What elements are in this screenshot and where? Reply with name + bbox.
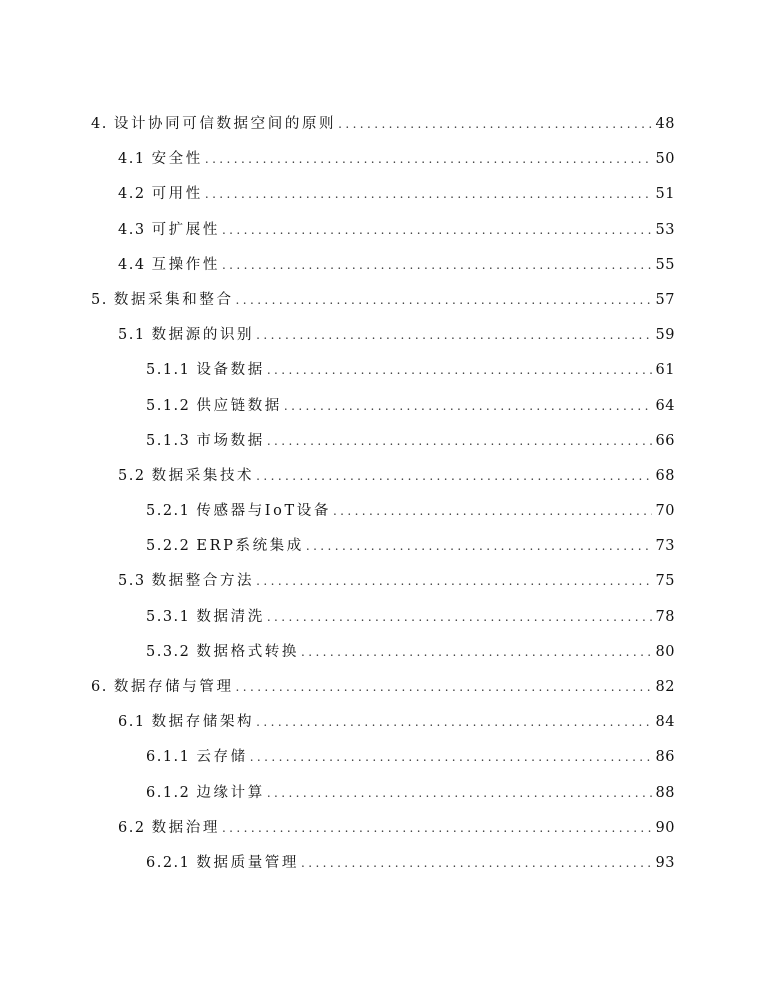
toc-entry[interactable] (0, 740, 765, 775)
toc-dot-leader (301, 635, 652, 670)
toc-dot-leader (236, 283, 652, 318)
toc-entry-title: 互操作性 (151, 256, 220, 273)
toc-dot-leader (256, 705, 652, 740)
toc-entry-page-number: 57 (655, 291, 675, 308)
toc-entry-page-number: 53 (655, 221, 675, 238)
toc-entry-page-number: 88 (655, 784, 675, 801)
toc-entry-number: 4.1 (118, 151, 146, 168)
toc-entry-title: 数据采集和整合 (113, 291, 234, 308)
toc-entry-title: 数据存储架构 (151, 714, 255, 731)
toc-entry[interactable] (0, 776, 765, 811)
toc-entry-title: 数据治理 (151, 819, 220, 836)
toc-entry-number: 6.1.2 (146, 784, 191, 801)
toc-dot-leader (250, 740, 652, 775)
toc-entry-page-number: 80 (655, 643, 675, 660)
toc-dot-leader (301, 846, 652, 881)
toc-entry-page-number: 70 (655, 503, 675, 520)
toc-entry-number: 4.3 (118, 221, 146, 238)
toc-entry-number: 5. (91, 291, 108, 308)
toc-entry[interactable] (0, 529, 765, 564)
toc-dot-leader (205, 177, 652, 212)
toc-dot-leader (267, 353, 652, 388)
toc-entry[interactable] (0, 353, 765, 388)
toc-entry-number: 5.1 (118, 327, 146, 344)
toc-dot-leader (333, 494, 652, 529)
toc-entry-title: 设备数据 (196, 362, 265, 379)
toc-entry-number: 5.3 (118, 573, 146, 590)
toc-dot-leader (236, 670, 652, 705)
toc-entry-page-number: 55 (655, 256, 675, 273)
toc-entry-page-number: 86 (655, 749, 675, 766)
toc-entry[interactable] (0, 494, 765, 529)
toc-entry[interactable] (0, 600, 765, 635)
toc-entry-page-number: 66 (655, 432, 675, 449)
toc-entry-number: 6. (91, 679, 108, 695)
toc-dot-leader (222, 248, 652, 283)
toc-entry-page-number: 73 (655, 538, 675, 555)
toc-entry[interactable] (0, 142, 765, 177)
toc-entry[interactable] (0, 811, 765, 846)
toc-dot-leader (267, 424, 652, 459)
toc-dot-leader (256, 459, 652, 494)
toc-entry-page-number: 64 (655, 397, 675, 414)
toc-entry-page-number: 75 (655, 573, 675, 590)
toc-dot-leader (205, 142, 652, 177)
toc-entry-title: 可用性 (151, 186, 203, 203)
toc-entry-number: 4.4 (118, 256, 146, 273)
toc-dot-leader (256, 564, 652, 599)
toc-entry-page-number: 61 (655, 362, 675, 379)
toc-entry-title: 数据整合方法 (151, 573, 255, 590)
toc-entry-title: 传感器与IoT设备 (196, 503, 331, 520)
toc-entry-number: 5.2.2 (146, 538, 191, 555)
toc-entry-title: 数据质量管理 (196, 854, 300, 871)
toc-entry-number: 4.2 (118, 186, 146, 203)
toc-entry[interactable] (0, 389, 765, 424)
toc-dot-leader (267, 776, 652, 811)
toc-dot-leader (338, 107, 652, 142)
toc-entry[interactable] (0, 670, 765, 705)
toc-entry[interactable] (0, 564, 765, 599)
toc-entry-number: 5.2 (118, 467, 146, 484)
toc-dot-leader (306, 529, 652, 564)
toc-entry-title: 安全性 (151, 151, 203, 168)
toc-entry-number: 5.1.3 (146, 432, 191, 449)
toc-entry-page-number: 48 (655, 116, 675, 132)
toc-dot-leader (267, 600, 652, 635)
toc-entry-title: 云存储 (196, 749, 248, 766)
toc-entry-number: 5.3.2 (146, 643, 191, 660)
toc-entry-page-number: 82 (655, 679, 675, 695)
toc-entry[interactable] (0, 635, 765, 670)
toc-dot-leader (222, 811, 652, 846)
toc-entry-title: 市场数据 (196, 432, 265, 449)
toc-entry-title: 数据清洗 (196, 608, 265, 625)
toc-entry-title: 数据存储与管理 (113, 679, 234, 695)
toc-entry-number: 5.3.1 (146, 608, 191, 625)
toc-entry[interactable] (0, 177, 765, 212)
toc-dot-leader (256, 318, 652, 353)
toc-entry-page-number: 93 (655, 854, 675, 871)
toc-entry-title: 边缘计算 (196, 784, 265, 801)
toc-entry-number: 6.2.1 (146, 854, 191, 871)
table-of-contents (0, 107, 765, 881)
toc-entry-title: 数据采集技术 (151, 467, 255, 484)
toc-entry-number: 6.1.1 (146, 749, 191, 766)
toc-entry[interactable] (0, 107, 765, 142)
toc-entry-title: 设计协同可信数据空间的原则 (113, 116, 337, 132)
toc-entry-title: 数据源的识别 (151, 327, 255, 344)
toc-entry-number: 5.1.1 (146, 362, 191, 379)
toc-entry[interactable] (0, 846, 765, 881)
toc-entry-page-number: 59 (655, 327, 675, 344)
toc-entry-page-number: 68 (655, 467, 675, 484)
toc-entry-page-number: 50 (655, 151, 675, 168)
toc-entry-title: 可扩展性 (151, 221, 220, 238)
toc-entry-title: 供应链数据 (196, 397, 282, 414)
toc-entry-title: ERP系统集成 (196, 538, 304, 555)
toc-entry-number: 5.1.2 (146, 397, 191, 414)
toc-entry-number: 5.2.1 (146, 503, 191, 520)
toc-entry[interactable] (0, 318, 765, 353)
toc-entry-number: 4. (91, 116, 108, 132)
toc-entry-title: 数据格式转换 (196, 643, 300, 660)
toc-entry-page-number: 90 (655, 819, 675, 836)
toc-entry-number: 6.1 (118, 714, 146, 731)
toc-dot-leader (284, 389, 652, 424)
toc-entry[interactable] (0, 705, 765, 740)
toc-entry[interactable] (0, 459, 765, 494)
toc-dot-leader (222, 213, 652, 248)
toc-entry[interactable] (0, 424, 765, 459)
toc-entry-number: 6.2 (118, 819, 146, 836)
toc-entry-page-number: 51 (655, 186, 675, 203)
toc-entry[interactable] (0, 248, 765, 283)
toc-entry-page-number: 78 (655, 608, 675, 625)
toc-entry-page-number: 84 (655, 714, 675, 731)
toc-entry[interactable] (0, 213, 765, 248)
toc-entry[interactable] (0, 283, 765, 318)
